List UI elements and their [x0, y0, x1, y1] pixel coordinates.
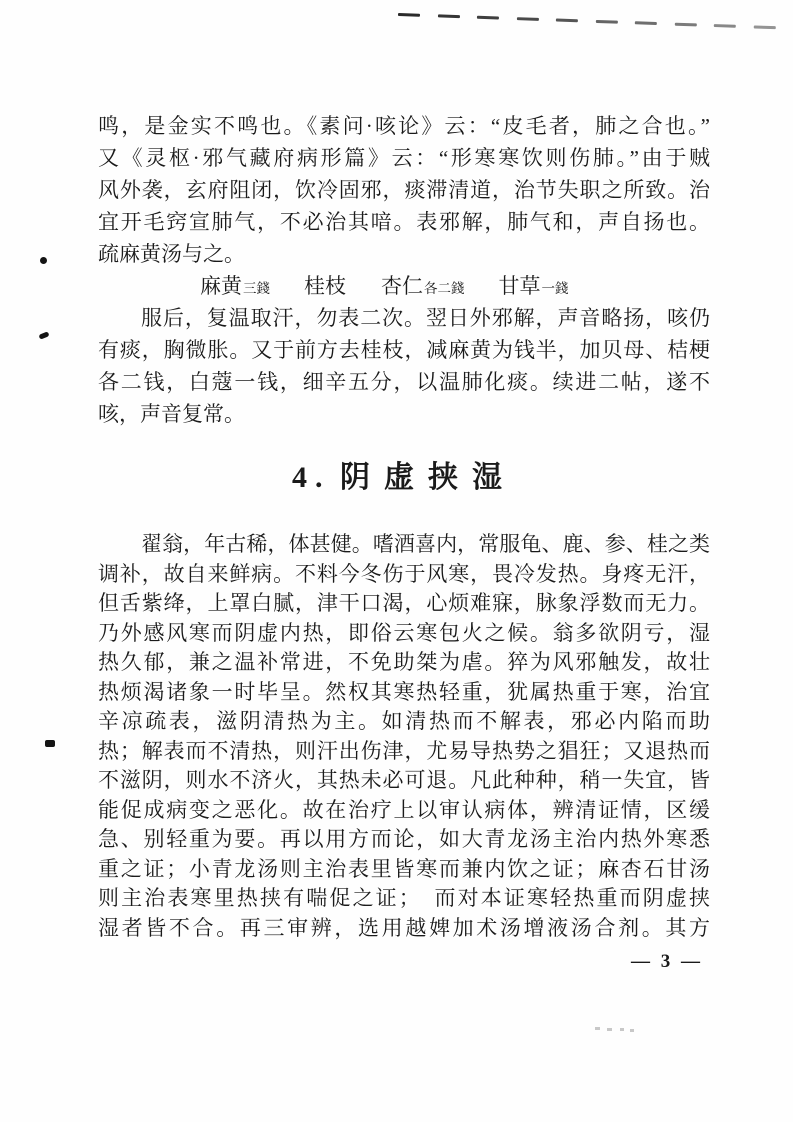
ink-speck — [40, 257, 47, 264]
text-line: 宜开毛窍宣肺气，不必治其喑。表邪解，肺气和，声自扬也。 — [98, 210, 710, 234]
text-line: 重之证；小青龙汤则主治表里皆寒而兼内饮之证；麻杏石甘汤 — [98, 856, 710, 881]
page-edge-dash-marks — [398, 13, 776, 29]
text-line: 乃外感风寒而阴虚内热，即俗云寒包火之候。翁多欲阴亏，湿 — [98, 620, 710, 645]
prescription-item — [381, 270, 465, 305]
text-line: 疏麻黄汤与之。 — [98, 242, 245, 266]
section-number: 4. — [292, 461, 331, 494]
ink-speck — [45, 740, 55, 747]
faint-speck — [630, 1029, 634, 1032]
text-line: 鸣，是金实不鸣也。《素问·咳论》云：“皮毛者，肺之合也。” — [98, 114, 710, 138]
text-line: 翟翁，年古稀，体甚健。嗜酒喜内，常服龟、鹿、参、桂之类 — [141, 532, 710, 556]
text-line: 调补，故自来鲜病。不料今冬伤于风寒，畏冷发热。身疼无汗， — [98, 561, 710, 586]
herb-name: 杏仁 — [381, 274, 423, 298]
herb-name: 甘草 — [498, 274, 541, 298]
text-line: 能促成病变之恶化。故在治疗上以审认病体，辨清证情，区缓 — [98, 797, 710, 822]
herb-dose: 各二錢 — [424, 281, 465, 296]
herb-name: 桂枝 — [304, 274, 346, 298]
paragraph-case-record — [98, 530, 710, 943]
faint-speck — [607, 1028, 612, 1031]
text-line: 各二钱，白蔻一钱，细辛五分，以温肺化痰。续进二帖，遂不 — [98, 370, 710, 394]
prescription-item — [499, 270, 569, 305]
text-line: 咳，声音复常。 — [98, 402, 245, 426]
prescription-item — [200, 270, 270, 305]
text-block — [98, 110, 710, 943]
text-line: 急、别轻重为要。再以用方而论，如大青龙汤主治内热外寒悉 — [98, 827, 710, 851]
text-line: 热久郁，兼之温补常进，不免助桀为虐。猝为风邪触发，故壮 — [98, 650, 710, 674]
text-line: 风外袭，玄府阻闭，饮冷固邪，痰滞清道，治节失职之所致。治 — [98, 178, 710, 202]
ink-speck — [38, 331, 49, 339]
text-line: 湿者皆不合。再三审辨，选用越婢加术汤增液汤合剂。其方 — [98, 915, 710, 940]
text-line: 辛凉疏表，滋阴清热为主。如清热而不解表，邪必内陷而助 — [98, 709, 710, 733]
herb-dose: 三錢 — [243, 281, 270, 296]
text-line: 热；解表而不清热，则汗出伤津，尤易导热势之猖狂；又退热而 — [98, 738, 710, 763]
text-line: 服后，复温取汗，勿表二次。翌日外邪解，声音略扬，咳仍 — [141, 306, 710, 330]
paragraph-continued — [98, 110, 710, 270]
prescription-item — [304, 270, 347, 302]
text-line: 又《灵枢·邪气藏府病形篇》云：“形寒寒饮则伤肺。”由于贼 — [98, 146, 710, 170]
paragraph-followup — [98, 302, 710, 430]
text-line: 热烦渴诸象一时毕呈。然权其寒热轻重，犹属热重于寒，治宜 — [98, 679, 710, 704]
page-number: — 3 — — [631, 951, 703, 972]
section-heading — [98, 456, 710, 500]
faint-speck — [595, 1027, 600, 1030]
text-line: 有痰，胸微胀。又于前方去桂枝，减麻黄为钱半，加贝母、桔梗 — [98, 338, 710, 362]
text-line: 则主治表寒里热挟有喘促之证； 而对本证寒轻热重而阴虚挟 — [98, 886, 710, 910]
text-line: 但舌紫绛，上罩白腻，津干口渴，心烦难寐，脉象浮数而无力。 — [98, 591, 710, 615]
herb-dose: 一錢 — [541, 281, 569, 296]
faint-speck — [620, 1028, 624, 1031]
section-title: 阴虚挟湿 — [340, 461, 516, 494]
text-line: 不滋阴，则水不济火，其热未必可退。凡此种种，稍一失宜，皆 — [98, 768, 710, 792]
prescription-line — [98, 270, 710, 302]
herb-name: 麻黄 — [200, 274, 242, 298]
